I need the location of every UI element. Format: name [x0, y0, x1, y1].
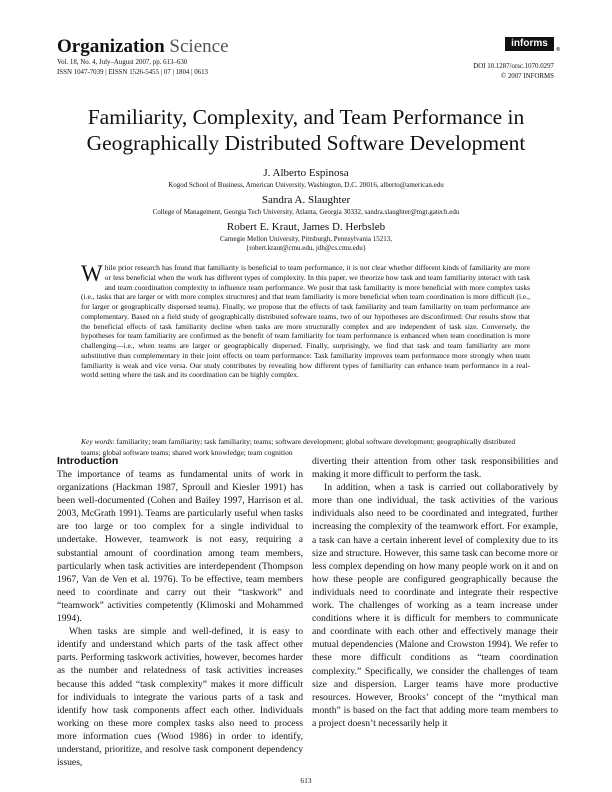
journal-name-light: Science: [169, 36, 229, 57]
paragraph: The importance of teams as fundamental units of work in organizations (Hackman 1987, Sproull and Kiesler 1991) has been well-documented (Cohen and Bailey 1997, Harrison et al. 2003, McGrath 1991). Teams are particularly useful when tasks are too large or too complex for a single individual to undertake. However, teamwork is not easy, requiring a substantial amount of coordination among team members, particularly when task activities are interdependent (Thompson 1967, Van de Ven et al. 1976). To be effective, team members need to coordinate and carry out their “taskwork” and “teamwork” activities competently (Klimoski and Mohammed 1994).: [57, 469, 303, 625]
page-number: 613: [300, 776, 312, 785]
paper-title: [40, 104, 572, 156]
paragraph: In addition, when a task is carried out collaboratively by more than one individual, the task activities of the various individuals also need to be coordinated and integrated, further increasing the complexity of the teamwork effort. For example, a task can have a certain inherent level of complexity due to its size and structure. However, this same task can become more or less complex depending on how many people work on it and on how these people are configured geographically because the individuals need to coordinate and integrate their respective work. The challenges of working as a team increase under conditions where it is difficult for members to communicate and coordinate with each other and effectively manage their mutual dependencies (Malone and Crowston 1994). We refer to these more difficult conditions as “team coordination complexity.” Specifically, we consider the challenges of team size and dispersion. Larger teams have more productive resources. However, Brooks’ concept of the “mythical man month” is based on the fact that adding more team members to a project doesn’t necessarily help it: [312, 482, 558, 729]
publisher-reg-mark: ®: [556, 47, 560, 53]
publisher-logo-text: informs: [511, 38, 548, 49]
volume-info: [57, 58, 208, 78]
abstract-text: hile prior research has found that familiarity is beneficial to team performance, it is not clear whether different kinds of familiarity are more or less beneficial when the work has different types of complexity. In this paper, we theorize how task and team familiarity interact with task and team coordination complexity to influence team performance. We posit that task familiarity is more beneficial with more complex tasks (i.e., tasks that are larger or with more complex structures) and that team familiarity is more beneficial when team coordination is more difficult (i.e., for larger or geographically dispersed teams). Finally, we propose that the effects of task familiarity and team familiarity on team performance are complementary. Based on a field study of geographically distributed software teams, two of our hypotheses are disconfirmed: Our results show that the beneficial effects of task familiarity decline when tasks are more structurally complex and are independent of task size. Conversely, the hypotheses for team familiarity are confirmed as the benefit of team familiarity for team performance is enhanced when team coordination is more challenging—i.e., when teams are larger or geographically dispersed. Finally, surprisingly, we find that task and team familiarity are more substitutive than complementary in their joint effects on team performance: Task familiarity improves team performance more strongly when team familiarity is weak and vice versa. Our study contributes by revealing how different types of familiarity can enhance team performance in a real-world setting where the task and its coordination can be highly complex.: [81, 263, 530, 380]
author-name: Sandra A. Slaughter: [261, 194, 351, 206]
right-column: [312, 455, 558, 730]
author-affiliation: Carnegie Mellon University, Pittsburgh, Pennsylvania 15213,: [219, 235, 393, 243]
doi: DOI 10.1287/orsc.1070.0297: [473, 63, 554, 70]
paragraph: When tasks are simple and well-defined, it is easy to identify and understand which parts of the task affect other parts. Performing taskwork activities, however, becomes harder as the number and relatedness of task activities increases because this added “task complexity” makes it more difficult for individuals to integrate the various parts of a task and identify how task components affect each other. Individuals working on these more complex tasks also need to process more information cues (Wood 1986) in order to identify, understand, prioritize, and resolve task component dependency issues,: [57, 626, 303, 769]
title-line-1: Familiarity, Complexity, and Team Performance in: [87, 105, 525, 129]
journal-logo: [57, 36, 229, 58]
author-name: Robert E. Kraut, James D. Herbsleb: [226, 221, 386, 233]
keywords-label: Key words: [81, 437, 113, 446]
keywords-text: : familiarity; team familiarity; task familiarity; teams; software development; global software development; geographically distributed teams; global software teams; shared work knowledge; team cognition: [81, 437, 516, 457]
author-name: J. Alberto Espinosa: [263, 167, 349, 179]
volume-line: Vol. 18, No. 4, July–August 2007, pp. 613–630: [57, 59, 188, 66]
journal-name-bold: Organization: [57, 36, 165, 57]
left-column: [57, 455, 303, 769]
section-heading: Introduction: [57, 455, 119, 467]
title-line-2: Geographically Distributed Software Development: [86, 131, 526, 155]
copyright: © 2007 INFORMS: [500, 73, 554, 80]
author-affiliation: Kogod School of Business, American University, Washington, D.C. 20016, alberto@american.edu: [168, 181, 444, 189]
publisher-logo: [505, 37, 560, 53]
paragraph: diverting their attention from other task responsibilities and making it more difficult to perform the task.: [312, 456, 558, 481]
abstract-dropcap: W: [81, 261, 103, 286]
abstract: [81, 263, 530, 380]
author-affiliation-emails: {robert.kraut@cmu.edu, jdh@cs.cmu.edu}: [245, 244, 367, 252]
author-affiliation: College of Management, Georgia Tech University, Atlanta, Georgia 30332, sandra.slaughter@mgt.gatech.edu: [152, 208, 460, 216]
issn-line: ISSN 1047-7039 | EISSN 1526-5455 | 07 | 1804 | 0613: [57, 69, 208, 76]
doi-block: [473, 62, 554, 82]
